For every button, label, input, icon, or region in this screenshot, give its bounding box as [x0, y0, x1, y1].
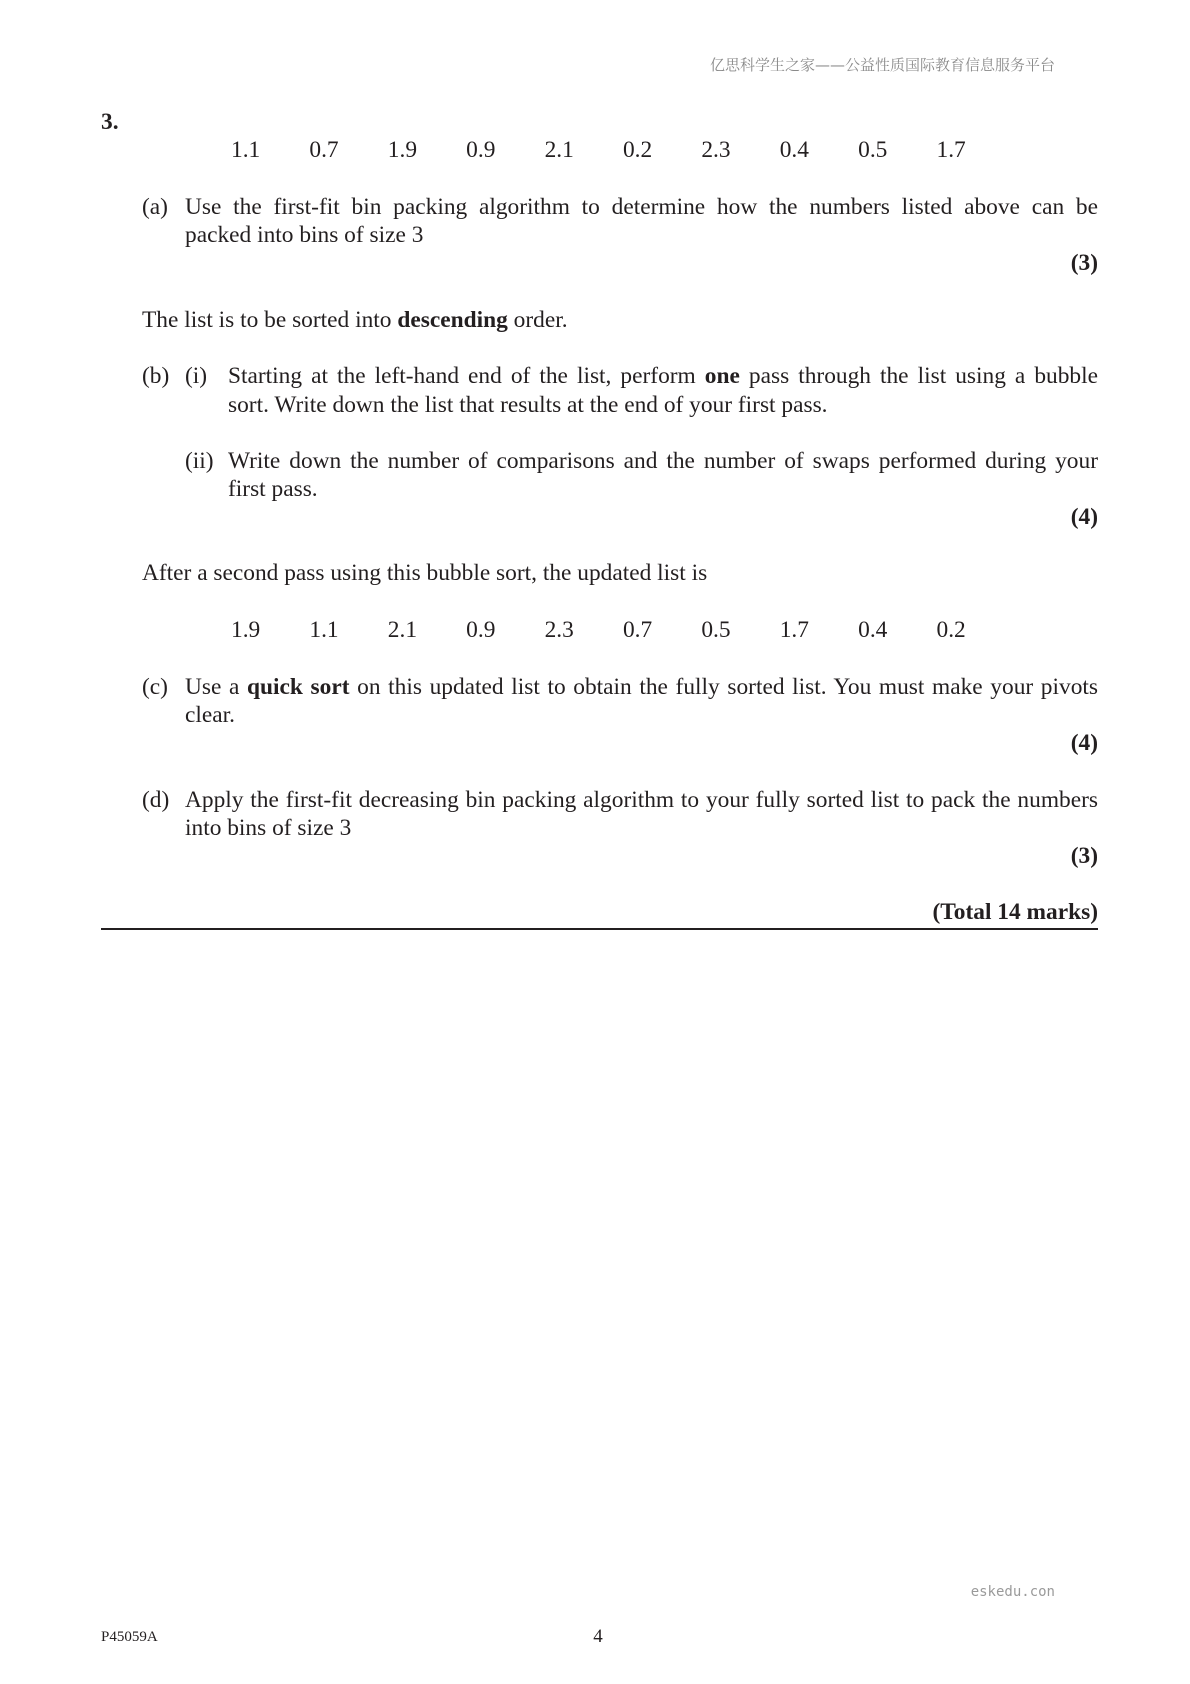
- part-b-ii-text-line-2: first pass.: [228, 476, 318, 502]
- part-c-text-line-2: clear.: [185, 702, 235, 728]
- part-b-i-text-line-2: sort. Write down the list that results at the end of your first pass.: [228, 392, 828, 418]
- part-c-text-line-1: [185, 673, 1098, 701]
- list-value: 0.5: [701, 617, 731, 643]
- list-value: 2.1: [387, 617, 418, 643]
- part-d-marks: (3): [1070, 843, 1098, 869]
- part-d-text-line-1: Apply the first-fit decreasing bin packing algorithm to your fully sorted list to pack the numbers: [185, 787, 1098, 813]
- list-value: 1.9: [387, 137, 418, 163]
- part-a-marks: (3): [1070, 250, 1098, 276]
- list-value: 1.7: [936, 137, 966, 163]
- sort-instruction: [142, 306, 568, 334]
- question-number: 3.: [101, 109, 119, 135]
- list-value: 0.9: [466, 617, 496, 643]
- list-value: 1.7: [779, 617, 809, 643]
- part-b-i-text: Starting at the left-hand end of the list, perform: [228, 363, 705, 389]
- header-watermark: 亿思科学生之家——公益性质国际教育信息服务平台: [709, 56, 1055, 74]
- initial-number-list: [231, 136, 1015, 164]
- sort-instruction-text: order.: [507, 307, 568, 333]
- part-c-bold: quick sort: [247, 674, 350, 700]
- part-c-text: on this updated list to obtain the fully sorted list. You must make your pivots: [349, 674, 1098, 700]
- list-value: 0.2: [622, 137, 653, 163]
- part-a-label: (a): [142, 194, 168, 220]
- list-value: 0.7: [309, 137, 339, 163]
- part-a-text-line-1: Use the first-fit bin packing algorithm to determine how the numbers listed above can be: [185, 194, 1098, 220]
- updated-number-list: [231, 616, 1015, 644]
- sort-instruction-text: The list is to be sorted into: [142, 307, 398, 333]
- part-c-text: Use a: [185, 674, 248, 700]
- part-b-i-text: pass through the list using a bubble: [739, 363, 1098, 389]
- part-b-i-label: (i): [185, 363, 208, 389]
- list-value: 1.1: [309, 617, 339, 643]
- total-marks: (Total 14 marks): [932, 899, 1098, 925]
- footer-watermark: eskedu.con: [970, 1584, 1055, 1600]
- list-value: 2.3: [701, 137, 731, 163]
- list-value: 2.3: [544, 617, 574, 643]
- paper-code: P45059A: [101, 1629, 158, 1645]
- part-b-ii-label: (ii): [185, 448, 214, 474]
- part-b-marks: (4): [1070, 504, 1098, 530]
- list-value: 1.9: [231, 617, 261, 643]
- part-b-i-bold: one: [704, 363, 740, 389]
- list-value: 2.1: [544, 137, 574, 163]
- part-c-marks: (4): [1070, 730, 1098, 756]
- list-value: 0.9: [466, 137, 496, 163]
- part-d-label: (d): [142, 787, 170, 813]
- part-b-label: (b): [142, 363, 170, 389]
- second-pass-text: After a second pass using this bubble sort, the updated list is: [142, 560, 708, 586]
- part-a-text-line-2: packed into bins of size 3: [185, 222, 424, 248]
- part-c-label: (c): [142, 674, 168, 700]
- part-b-ii-text-line-1: Write down the number of comparisons and the number of swaps performed during your: [228, 448, 1098, 474]
- page-number: 4: [593, 1626, 603, 1647]
- list-value: 0.4: [779, 137, 809, 163]
- list-value: 0.5: [858, 137, 888, 163]
- question-end-rule: [101, 928, 1098, 930]
- part-b-i-text-line-1: [228, 362, 1098, 390]
- list-value: 0.7: [622, 617, 653, 643]
- list-value: 0.4: [858, 617, 888, 643]
- list-value: 1.1: [231, 137, 261, 163]
- sort-instruction-bold: descending: [397, 307, 508, 333]
- part-d-text-line-2: into bins of size 3: [185, 815, 352, 841]
- list-value: 0.2: [936, 617, 966, 643]
